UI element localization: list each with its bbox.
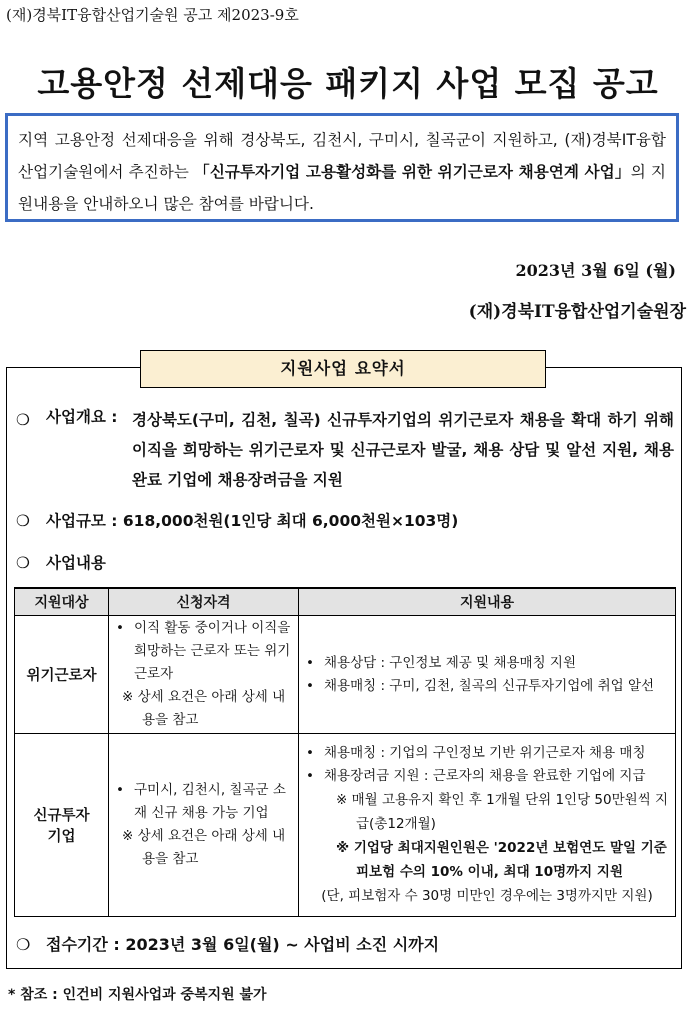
summary-title: 지원사업 요약서: [140, 350, 546, 388]
support-note: ※ 기업당 최대지원인원은 '2022년 보험연도 말일 기준 피보험 수의 10% 이내, 최대 10명까지 지원: [336, 840, 667, 880]
support-item: • 채용매칭 : 기업의 구인정보 기반 위기근로자 채용 매칭: [324, 742, 670, 765]
qual-item: • 이직 활동 중이거나 이직을 희망하는 근로자 또는 위기근로자: [134, 617, 293, 686]
header-support: 지원내용: [299, 588, 676, 616]
table-row: [15, 734, 676, 917]
row-target: 위기근로자: [15, 616, 109, 734]
period-row: [16, 930, 439, 960]
target-line: 신규투자: [33, 808, 90, 824]
intro-text-end: 의 지원내용을 안내하오니 많은 참여를 바랍니다.: [18, 163, 666, 213]
support-note: ※ 매월 고용유지 확인 후 1개월 단위 1인당 50만원씩 지급(총12개월): [336, 792, 669, 832]
page-title: 고용안정 선제대응 패키지 사업 모집 공고: [37, 64, 659, 103]
issuer: (재)경북IT융합산업기술원장: [468, 302, 686, 322]
table-header-row: [15, 588, 676, 616]
support-item: • 채용장려금 지원 : 근로자의 채용을 완료한 기업에 지급: [324, 765, 670, 788]
target-line: 기업: [47, 829, 76, 845]
intro-program-name: 「신규투자기업 고용활성화를 위한 위기근로자 채용연계 사업」: [194, 163, 631, 181]
row-qualification: [109, 734, 299, 917]
row-target: [15, 734, 109, 917]
overview-text: 경상북도(구미, 김천, 칠곡) 신규투자기업의 위기근로자 채용을 확대 하기 위해 이직을 희망하는 위기근로자 및 신규근로자 발굴, 채용 상담 및 알선 지원, 채용 완료 기업에 채용장려금을 지원: [132, 411, 674, 489]
footnote: * 참조 : 인건비 지원사업과 중복지원 불가: [8, 987, 267, 1003]
header-qualification: 신청자격: [109, 588, 299, 616]
table-row: [15, 616, 676, 734]
notice-date: 2023년 3월 6일 (월): [515, 261, 676, 280]
qual-item: • 구미시, 김천시, 칠곡군 소재 신규 채용 가능 기업: [134, 779, 293, 825]
support-table: [14, 587, 676, 917]
bullet-icon: ❍: [16, 935, 31, 954]
overview-bullet: [16, 405, 46, 435]
overview-label: 사업개요 :: [46, 408, 118, 426]
qual-note: ※ 상세 요건은 아래 상세 내용을 참고: [122, 828, 286, 867]
bullet-icon: ❍: [16, 554, 30, 572]
support-item: • 채용매칭 : 구미, 김천, 칠곡의 신규투자기업에 취업 알선: [324, 675, 670, 698]
header-target: 지원대상: [15, 588, 109, 616]
intro-box: [5, 113, 679, 222]
row-qualification: [109, 616, 299, 734]
intro-text: 지역 고용안정 선제대응을 위해 경상북도, 김천시, 구미시, 칠곡군이 지원하고, (재)경북IT융합산업기술원에서 추진하는: [18, 131, 666, 181]
scale-text: 사업규모 : 618,000천원(1인당 최대 6,000천원×103명): [46, 512, 459, 530]
content-row: [16, 548, 106, 578]
notice-number: (재)경북IT융합산업기술원 공고 제2023-9호: [6, 6, 299, 24]
qual-note: ※ 상세 요건은 아래 상세 내용을 참고: [122, 689, 286, 728]
content-label: 사업내용: [46, 554, 106, 572]
row-support: [299, 616, 676, 734]
bullet-icon: ❍: [16, 512, 30, 530]
support-note: (단, 피보험자 수 30명 미만인 경우에는 3명까지만 지원): [321, 888, 653, 904]
scale-row: [16, 506, 458, 536]
support-item: • 채용상담 : 구인정보 제공 및 채용매칭 지원: [324, 652, 670, 675]
row-support: [299, 734, 676, 917]
period-text: 접수기간 : 2023년 3월 6일(월) ~ 사업비 소진 시까지: [46, 935, 440, 954]
bullet-icon: ❍: [16, 411, 30, 429]
